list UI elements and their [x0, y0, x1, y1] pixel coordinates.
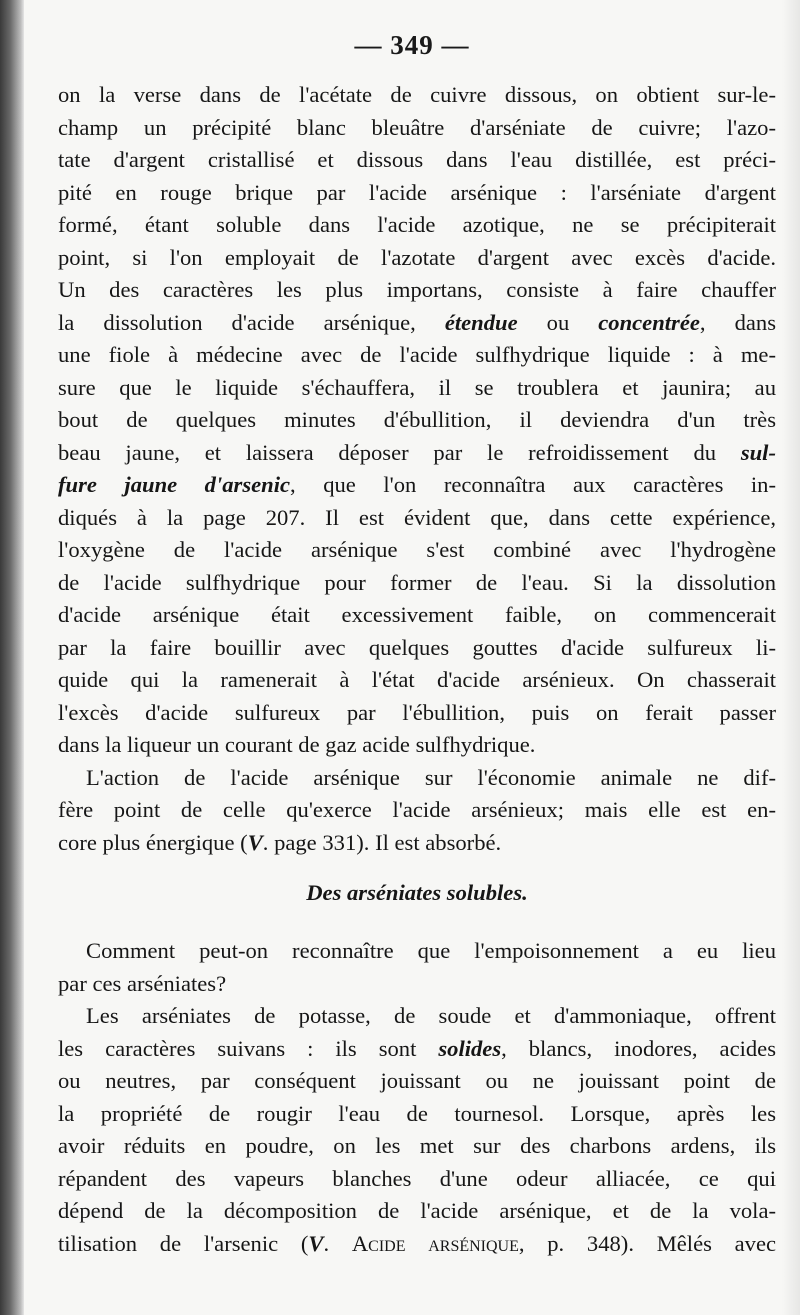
body-text	[58, 79, 776, 1260]
text-line: point, si l'on employait de l'azotate d'argent avec excès d'acide.	[58, 244, 776, 270]
text-line: par ces arséniates?	[58, 970, 227, 996]
text-line: tate d'argent cristallisé et dissous dans l'eau distillée, est préci-	[58, 147, 776, 172]
text-fragment: , que l'on reconnaîtra aux caractères in-	[290, 472, 777, 497]
text-line	[58, 437, 776, 470]
text-line: dans la liqueur un courant de gaz acide sulfhydrique.	[58, 732, 536, 757]
text-line: Comment peut-on reconnaître que l'empoisonnement a eu lieu	[86, 938, 776, 963]
italic-term: fure jaune d'arsenic	[58, 472, 291, 497]
text-fragment: , blancs, inodores, acides	[501, 1035, 776, 1061]
text-line: la propriété de rougir l'eau de tournesol. Lorsque, après les	[58, 1100, 776, 1126]
italic-term: sul-	[740, 439, 776, 465]
text-line: L'action de l'acide arsénique sur l'économie animale ne dif-	[86, 764, 776, 790]
text-line: on la verse dans de l'acétate de cuivre dissous, on obtient sur-le-	[58, 82, 776, 107]
text-line: pité en rouge brique par l'acide arsénique : l'arséniate d'argent	[58, 179, 776, 205]
text-line	[58, 1033, 776, 1066]
text-line: Un des caractères les plus importans, consiste à faire chauffer	[58, 277, 776, 302]
italic-term: étendue	[444, 309, 518, 335]
italic-term: V	[308, 1230, 324, 1256]
paper-sheet	[24, 0, 800, 1315]
text-line: sure que le liquide s'échauffera, il se troublera et jaunira; au	[58, 374, 776, 400]
small-caps-term: Acide arsénique	[351, 1230, 519, 1256]
italic-term: V	[247, 829, 263, 855]
text-fragment: ou	[517, 309, 599, 335]
text-line	[58, 469, 776, 502]
text-line: quide qui la ramenerait à l'état d'acide arsénieux. On chasserait	[58, 667, 776, 692]
text-line: formé, étant soluble dans l'acide azotique, ne se précipiterait	[58, 212, 776, 237]
text-fragment: core plus énergique (	[58, 829, 248, 855]
text-line: par la faire bouillir avec quelques gouttes d'acide sulfureux li-	[58, 634, 776, 660]
text-line	[58, 1228, 776, 1261]
book-spine-shadow	[0, 0, 26, 1315]
text-fragment: la dissolution d'acide arsénique,	[58, 309, 445, 335]
text-line: diqués à la page 207. Il est évident que, dans cette expérience,	[58, 504, 776, 530]
text-line: fère point de celle qu'exerce l'acide arsénieux; mais elle est en-	[58, 797, 776, 822]
text-line: l'excès d'acide sulfureux par l'ébullition, puis on ferait passer	[58, 699, 776, 725]
text-fragment: les caractères suivans : ils sont	[58, 1035, 439, 1061]
text-line: dépend de la décomposition de l'acide arsénique, et de la vola-	[58, 1198, 776, 1223]
text-line: de l'acide sulfhydrique pour former de l'eau. Si la dissolution	[58, 569, 776, 595]
italic-term: solides	[438, 1035, 502, 1061]
section-spacer	[58, 921, 776, 935]
text-fragment: tilisation de l'arsenic (	[58, 1230, 309, 1256]
text-line: répandent des vapeurs blanches d'une odeur alliacée, ce qui	[58, 1165, 776, 1191]
text-line	[58, 307, 776, 340]
page-number: — 349 —	[354, 30, 470, 60]
text-line: l'oxygène de l'acide arsénique s'est combiné avec l'hydrogène	[58, 537, 776, 562]
italic-term: concentrée	[598, 309, 700, 335]
text-line: bout de quelques minutes d'ébullition, il deviendra d'un très	[58, 407, 776, 432]
text-line: ou neutres, par conséquent jouissant ou ne jouissant point de	[58, 1068, 776, 1093]
text-fragment: , dans	[699, 309, 776, 335]
text-fragment: .	[323, 1230, 352, 1256]
text-line: une fiole à médecine avec de l'acide sulfhydrique liquide : à me-	[58, 342, 776, 367]
text-line: d'acide arsénique était excessivement faible, on commencerait	[58, 602, 776, 627]
text-line: Les arséniates de potasse, de soude et d'ammoniaque, offrent	[86, 1003, 776, 1028]
text-line: avoir réduits en poudre, on les met sur des charbons ardens, ils	[58, 1133, 776, 1158]
section-heading: Des arséniates solubles.	[306, 880, 528, 905]
text-line: champ un précipité blanc bleuâtre d'arséniate de cuivre; l'azo-	[58, 114, 776, 140]
text-line	[58, 827, 776, 860]
text-fragment: , p. 348). Mêlés avec	[518, 1230, 777, 1256]
text-fragment: . page 331). Il est absorbé.	[262, 829, 502, 855]
text-fragment: beau jaune, et laissera déposer par le refroidissement du	[58, 439, 741, 465]
